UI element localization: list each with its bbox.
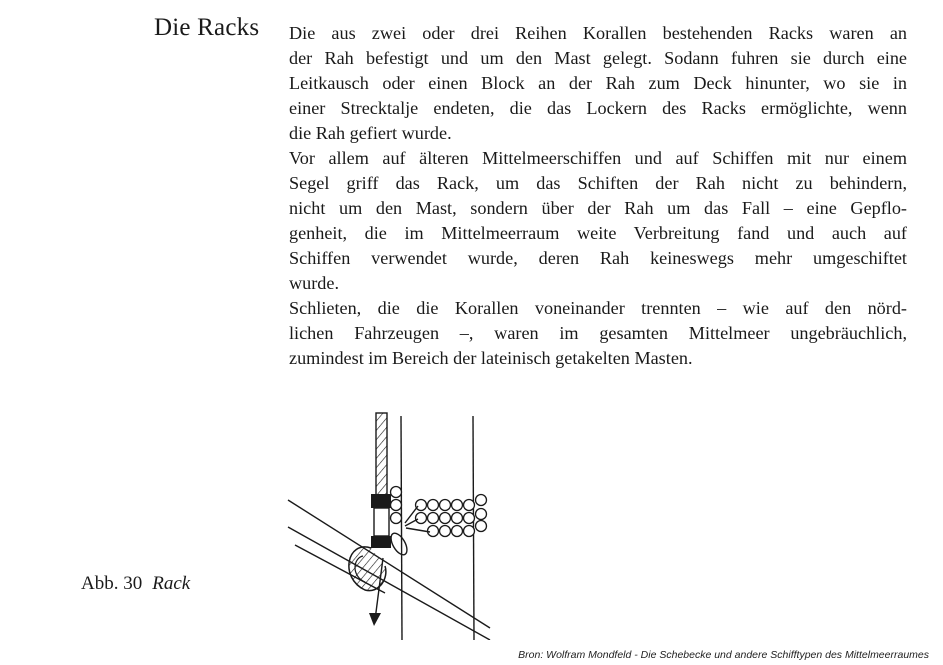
text-line: Vor allem auf älteren Mittelmeerschiffen und auf Schiffen mit nur einem [289,148,907,168]
text-line: einer Strecktalje endeten, die das Lockern des Racks ermöglichte, wenn [289,98,907,118]
leading-thimble [388,531,410,558]
source-credit: Bron: Wolfram Mondfeld - Die Schebecke und andere Schifftypen des Mittelmeerraumes [518,649,929,661]
text-line: der Rah befestigt und um den Mast gelegt. Sodann fuhren sie durch eine [289,48,907,68]
section-heading: Die Racks [154,14,260,41]
text-line: die Rah gefiert wurde. [289,123,452,143]
text-line: Schlieten, die die Korallen voneinander trennten – wie auf den nörd- [289,298,907,318]
text-line: lichen Fahrzeugen –, waren im gesamten Mittelmeer ungebräuchlich, [289,323,907,343]
halyard-band [371,494,391,508]
arrow-head [369,613,381,626]
text-line: zumindest im Bereich der lateinisch getakelten Masten. [289,348,693,368]
parrel-beads [391,487,487,537]
text-line: wurde. [289,273,339,293]
body-text [289,21,907,371]
text-line: Schiffen verwendet wurde, deren Rah keineswegs mehr umgeschiftet [289,248,907,268]
text-line: genheit, die im Mittelmeerraum weite Verbreitung fand und auch auf [289,223,907,243]
text-line: Segel griff das Rack, um das Schiften der Rah nicht zu behindern, [289,173,907,193]
paragraph-3 [289,296,907,371]
paragraph-2 [289,146,907,296]
figure-title: Rack [152,573,191,594]
text-line: nicht um den Mast, sondern über der Rah um das Fall – eine Gepflo- [289,198,907,218]
figure-caption [81,573,190,595]
paragraph-1 [289,21,907,146]
rack-illustration [285,408,510,640]
text-line: Leitkausch oder einen Block an der Rah zum Deck hinunter, wo sie in [289,73,907,93]
figure-number: Abb. 30 [81,573,143,594]
text-line: Die aus zwei oder drei Reihen Korallen bestehenden Racks waren an [289,23,907,43]
halyard-band [371,536,391,548]
mast-line [401,416,402,640]
